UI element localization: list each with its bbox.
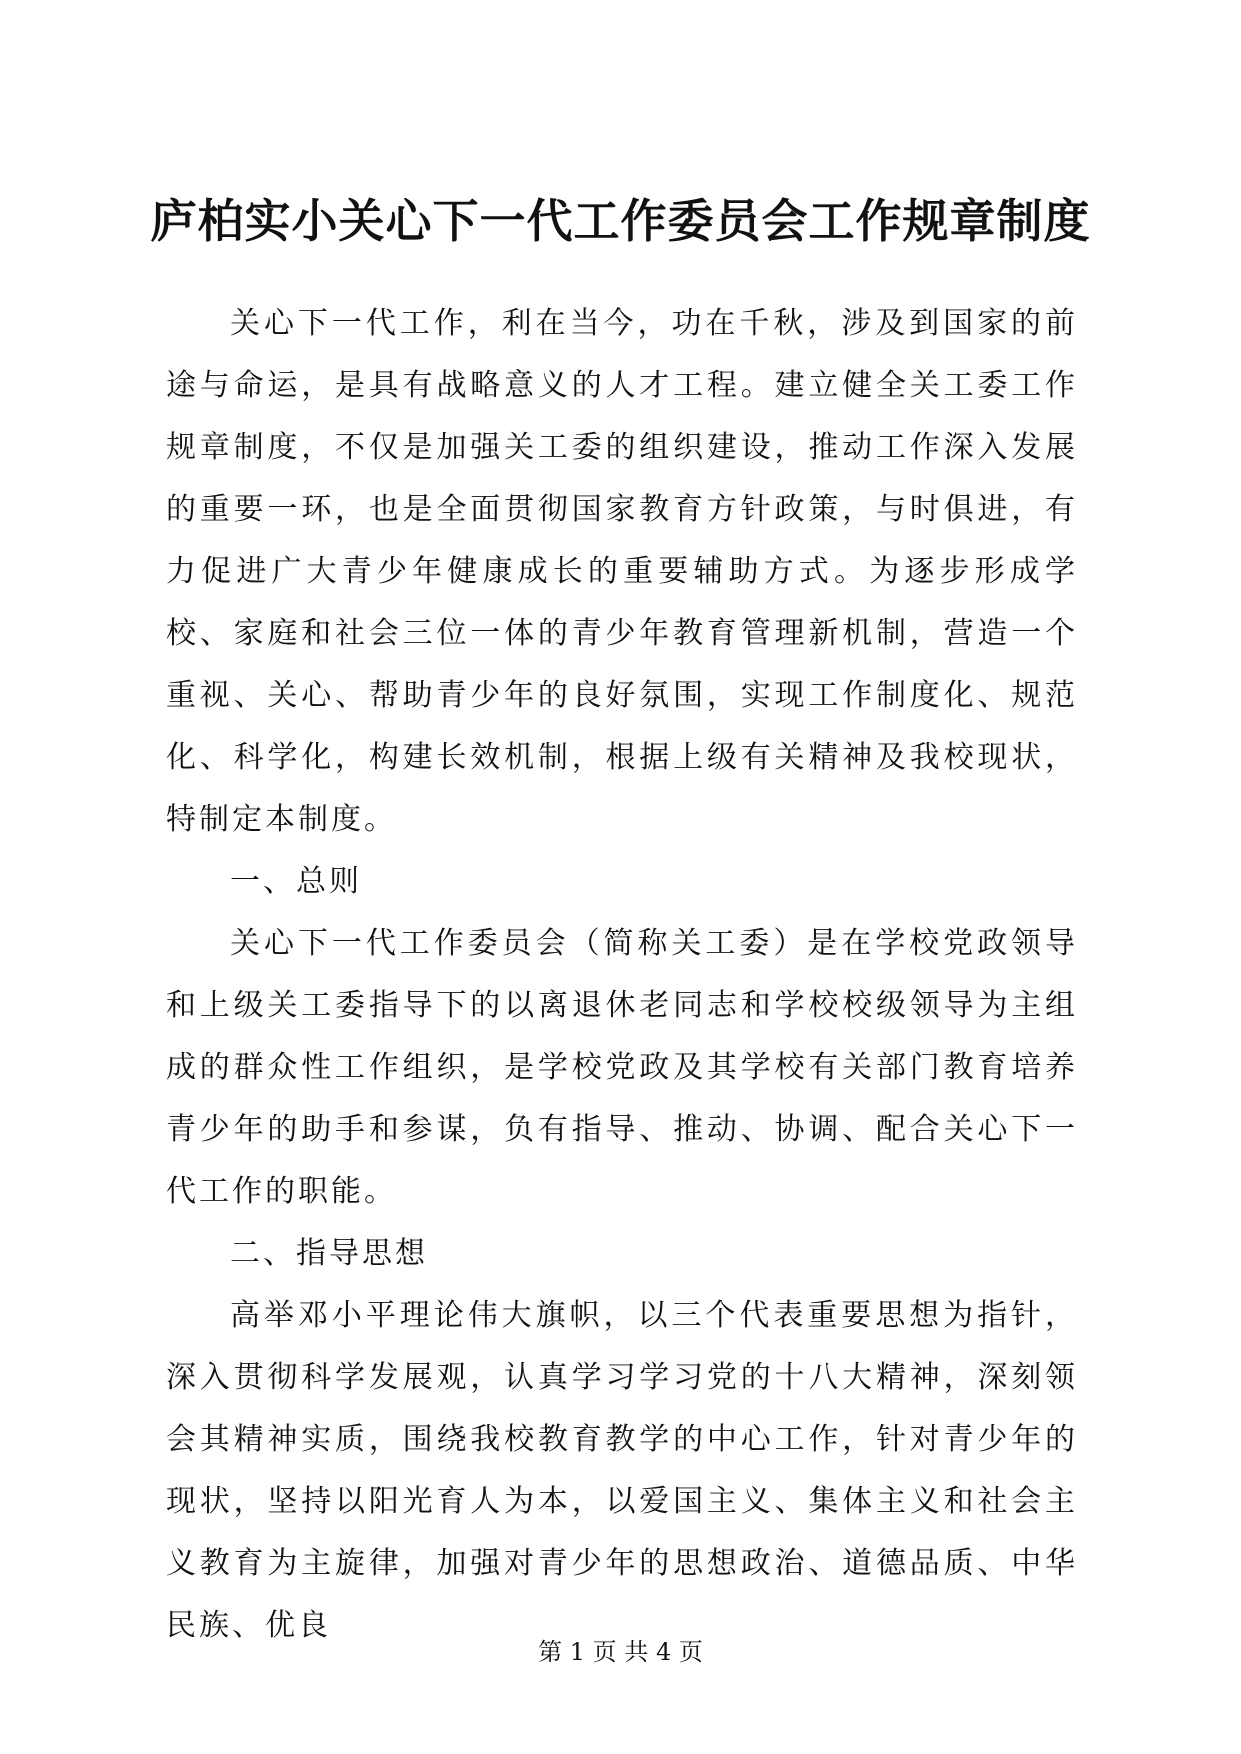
- document-title: 庐柏实小关心下一代工作委员会工作规章制度: [150, 194, 1091, 248]
- general-paragraph: 关心下一代工作委员会（简称关工委）是在学校党政领导和上级关工委指导下的以离退休老同志和学校校级领导为主组成的群众性工作组织，是学校党政及其学校有关部门教育培养青少年的助手和参谋，负有指导、推动、协调、配合关心下一代工作的职能。: [166, 926, 1078, 1209]
- guiding-thought-paragraph: 高举邓小平理论伟大旗帜，以三个代表重要思想为指针，深入贯彻科学发展观，认真学习学习党的十八大精神，深刻领会其精神实质，围绕我校教育教学的中心工作，针对青少年的现状，坚持以阳光育人为本，以爱国主义、集体主义和社会主义教育为主旋律，加强对青少年的思想政治、道德品质、中华民族、优良: [166, 1298, 1078, 1643]
- section-heading-general: 一、总则: [230, 864, 362, 899]
- intro-paragraph: 关心下一代工作，利在当今，功在千秋，涉及到国家的前途与命运，是具有战略意义的人才工程。建立健全关工委工作规章制度，不仅是加强关工委的组织建设，推动工作深入发展的重要一环，也是全面贯彻国家教育方针政策，与时俱进，有力促进广大青少年健康成长的重要辅助方式。为逐步形成学校、家庭和社会三位一体的青少年教育管理新机制，营造一个重视、关心、帮助青少年的良好氛围，实现工作制度化、规范化、科学化，构建长效机制，根据上级有关精神及我校现状，特制定本制度。: [166, 306, 1078, 837]
- document-body: [166, 293, 1078, 1657]
- section-heading-guiding-thought: 二、指导思想: [230, 1236, 428, 1271]
- page-number-footer: 第 1 页 共 4 页: [538, 1638, 703, 1666]
